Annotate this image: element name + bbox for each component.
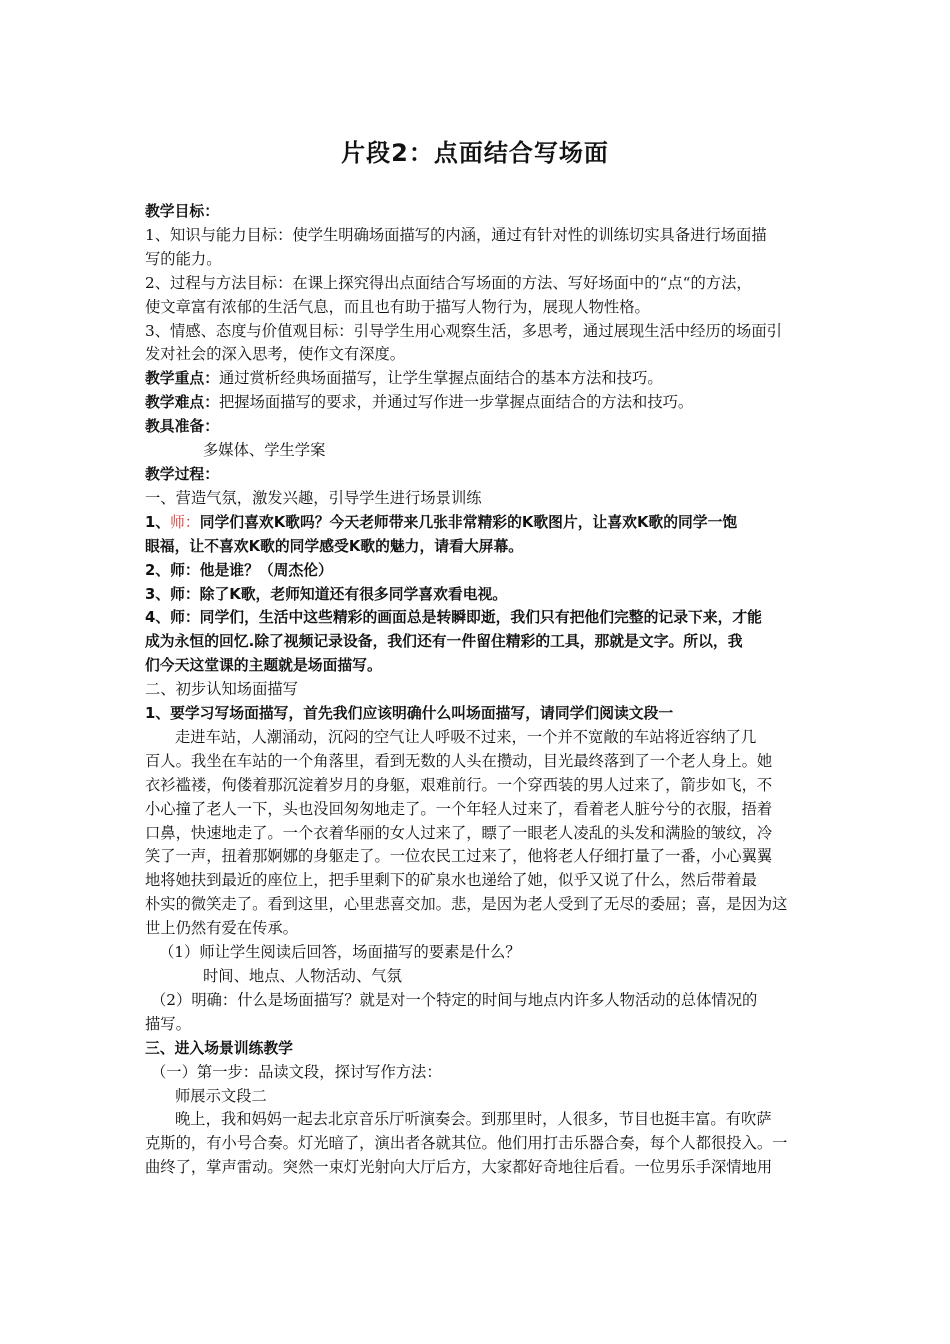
step-heading: （一）第一步：品读文段，探讨写作方法： <box>151 1062 442 1081</box>
bold-line: 们今天这堂课的主题就是场面描写。 <box>145 657 382 675</box>
teaching-aids-text: 多媒体、学生学案 <box>203 441 326 460</box>
page-title: 片段2：点面结合写场面 <box>341 139 609 167</box>
passage-two-line: 曲终了，掌声雷动。突然一束灯光射向大厅后方，大家都好奇地往后看。一位男乐手深情地用 <box>145 1158 773 1177</box>
difficulty-line <box>145 391 809 415</box>
key-point-line <box>145 367 809 391</box>
paragraph-line: 3、情感、态度与价值观目标：引导学生用心观察生活，多思考，通过展现生活中经历的场面引 <box>145 321 782 340</box>
item-number: 1、 <box>145 513 171 531</box>
difficulty-text: 把握场面描写的要求，并通过写作进一步掌握点面结合的方法和技巧。 <box>219 393 694 412</box>
bold-text: 同学们喜欢K歌吗？今天老师带来几张非常精彩的K歌图片，让喜欢K歌的同学一饱 <box>199 513 738 531</box>
heading-teaching-aids: 教具准备： <box>145 418 219 436</box>
bold-line: 眼福，让不喜欢K歌的同学感受K歌的魅力，请看大屏幕。 <box>145 537 524 555</box>
paragraph-line: 使文章富有浓郁的生活气息，而且也有助于描写人物行为，展现人物性格。 <box>145 297 650 316</box>
bold-line: 1、要学习写场面描写，首先我们应该明确什么叫场面描写，请同学们阅读文段一 <box>145 705 674 723</box>
bold-line <box>145 511 809 535</box>
section-heading-one: 一、营造气氛，激发兴趣，引导学生进行场景训练 <box>145 488 482 507</box>
passage-two-line: 克斯的，有小号合奏。灯光暗了，演出者各就其位。他们用打击乐器合奏，每个人都很投入。一 <box>145 1134 788 1153</box>
paragraph-line: 1、知识与能力目标：使学生明确场面描写的内涵，通过有针对性的训练切实具备进行场面描 <box>145 225 767 244</box>
question-line: （1）师让学生阅读后回答，场面描写的要素是什么？ <box>159 943 521 962</box>
heading-teaching-goals: 教学目标： <box>145 203 219 220</box>
section-heading-two: 二、初步认知场面描写 <box>145 680 298 699</box>
answer-line: 时间、地点、人物活动、气氛 <box>203 967 402 985</box>
bold-line: 成为永恒的回忆.除了视频记录设备，我们还有一件留住精彩的工具，那就是文字。所以，我 <box>145 633 743 651</box>
passage-one-line: 地将她扶到最近的座位上，把手里剩下的矿泉水也递给了她，似乎又说了什么，然后带着最 <box>145 871 757 890</box>
passage-two-intro: 师展示文段二 <box>175 1086 267 1105</box>
bold-line: 4、师：同学们，生活中这些精彩的画面总是转瞬即逝，我们只有把他们完整的记录下来，才能 <box>145 609 762 627</box>
heading-teaching-process: 教学过程： <box>145 465 219 483</box>
teacher-label: 师： <box>170 513 200 531</box>
bold-line: 3、师：除了K歌，老师知道还有很多同学喜欢看电视。 <box>145 585 508 603</box>
passage-one-line: 世上仍然有爱在传承。 <box>145 919 298 938</box>
document-body <box>145 200 809 1180</box>
passage-one-line: 笑了一声，扭着那婀娜的身躯走了。一位农民工过来了，他将老人仔细打量了一番，小心翼翼 <box>145 847 773 866</box>
key-point-text: 通过赏析经典场面描写，让学生掌握点面结合的基本方法和技巧。 <box>219 369 663 388</box>
definition-line: 描写。 <box>145 1014 191 1033</box>
passage-one-line: 朴实的微笑走了。看到这里，心里悲喜交加。悲，是因为老人受到了无尽的委屈；喜，是因为这 <box>145 895 788 914</box>
paragraph-line: 写的能力。 <box>145 249 222 268</box>
heading-key-point: 教学重点： <box>145 370 219 388</box>
passage-two-line: 晚上，我和妈妈一起去北京音乐厅听演奏会。到那里时，人很多，节目也挺丰富。有吹萨 <box>175 1110 772 1129</box>
section-heading-three: 三、进入场景训练教学 <box>145 1039 293 1057</box>
passage-one-line: 走进车站，人潮涌动，沉闷的空气让人呼吸不过来，一个并不宽敞的车站将近容纳了几 <box>175 727 757 746</box>
passage-one-line: 百人。我坐在车站的一个角落里，看到无数的人头在攒动，目光最终落到了一个老人身上。她 <box>145 751 773 770</box>
definition-line: （2）明确：什么是场面描写？就是对一个特定的时间与地点内许多人物活动的总体情况的 <box>151 990 758 1009</box>
bold-line: 2、师：他是谁？（周杰伦） <box>145 561 333 579</box>
paragraph-line: 2、过程与方法目标：在课上探究得出点面结合写场面的方法、写好场面中的“点“的方法， <box>145 273 752 292</box>
passage-one-line: 小心撞了老人一下，头也没回匆匆地走了。一个年轻人过来了，看着老人脏兮兮的衣服，捂着 <box>145 799 773 818</box>
passage-one-line: 口鼻，快速地走了。一个衣着华丽的女人过来了，瞟了一眼老人凌乱的头发和满脸的皱纹，冷 <box>145 823 773 842</box>
heading-difficulty: 教学难点： <box>145 394 219 412</box>
paragraph-line: 发对社会的深入思考，使作文有深度。 <box>145 345 406 364</box>
passage-one-line: 衣衫褴褛，佝偻着那沉淀着岁月的身躯，艰难前行。一个穿西装的男人过来了，箭步如飞，不 <box>145 775 773 794</box>
